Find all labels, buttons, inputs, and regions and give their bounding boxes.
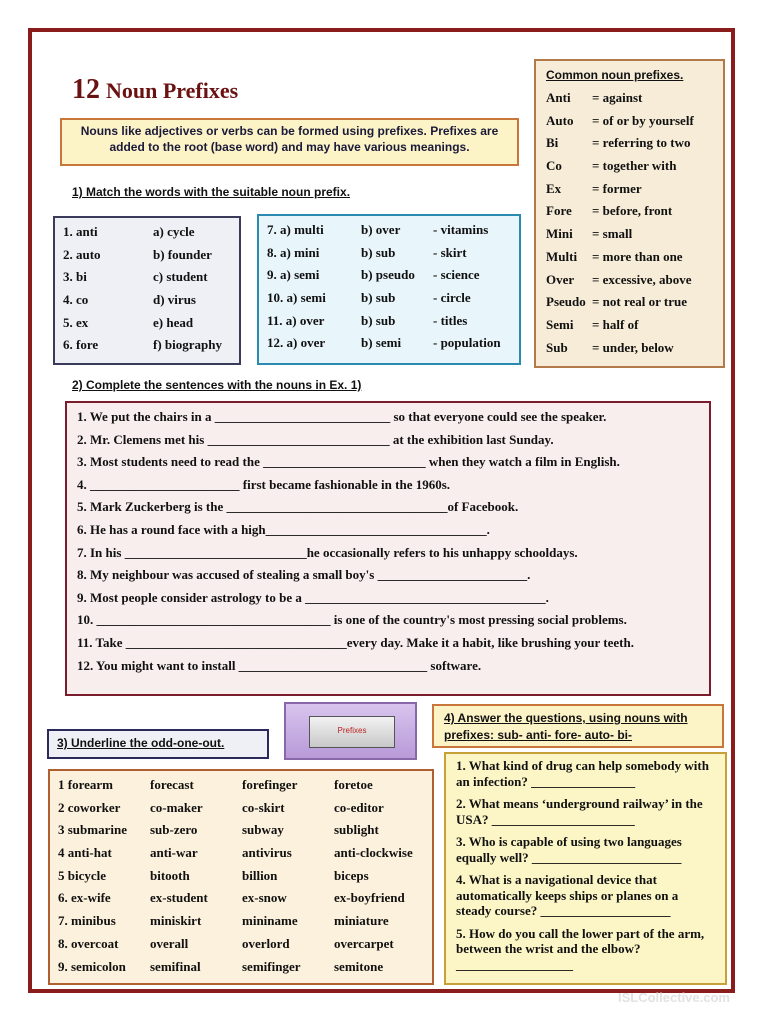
- question-item: 3. Who is capable of using two languages equally well? _______________________: [456, 834, 682, 865]
- odd-one-out-word: 8. overcoat: [58, 935, 119, 951]
- choice-b: b) sub: [361, 312, 396, 328]
- prefix-meaning: = referring to two: [592, 135, 691, 151]
- question-item: 5. How do you call the lower part of the arm, between the wrist and the elbow? __________________: [456, 925, 705, 972]
- prefix-meaning: = under, below: [592, 339, 674, 355]
- choice-b: b) semi: [361, 335, 402, 351]
- choice-root: - science: [433, 267, 480, 283]
- exercise1-left-box: [53, 216, 241, 365]
- choice-b: b) sub: [361, 244, 396, 260]
- odd-one-out-word: biceps: [334, 867, 369, 883]
- choice-b: b) sub: [361, 290, 396, 306]
- common-prefixes-box: [534, 59, 725, 368]
- sentence-item: 11. Take __________________________________every day. Make it a habit, like brushing your teeth.: [77, 634, 634, 650]
- match-option: a) cycle: [153, 224, 195, 239]
- choice-root: - population: [433, 335, 501, 351]
- odd-one-out-word: mininame: [242, 913, 298, 929]
- question-item: 4. What is a navigational device that automatically keeps ships or planes on a steady course? ____________________: [456, 872, 679, 918]
- choice-root: - skirt: [433, 244, 467, 260]
- choice-a: 12. a) over: [267, 335, 326, 351]
- page-title: [72, 74, 238, 106]
- prefix-meaning: = excessive, above: [592, 271, 692, 287]
- prefix-name: Bi: [546, 135, 559, 151]
- prefix-row: [546, 314, 713, 337]
- sentence-item: 12. You might want to install _____________________________ software.: [77, 657, 482, 673]
- choice-root: - titles: [433, 312, 468, 328]
- prefix-choice-row: [267, 264, 511, 287]
- odd-one-out-row: [58, 910, 424, 933]
- match-word: 3. bi: [63, 269, 87, 285]
- prefix-meaning: = together with: [592, 158, 677, 174]
- choice-a: 7. a) multi: [267, 222, 324, 237]
- match-row: [63, 289, 231, 312]
- prefix-row: [546, 178, 713, 201]
- prefix-meaning: = more than one: [592, 248, 683, 264]
- prefix-name: Mini: [546, 226, 573, 242]
- choice-b: b) over: [361, 222, 401, 237]
- prefix-name: Anti: [546, 90, 571, 105]
- exercise4-heading: 4) Answer the questions, using nouns with prefixes: sub- anti- fore- auto- bi-: [432, 704, 724, 748]
- odd-one-out-row: [58, 774, 424, 797]
- prefix-name: Ex: [546, 180, 562, 196]
- odd-one-out-word: co-editor: [334, 799, 384, 815]
- odd-one-out-word: 4 anti-hat: [58, 845, 112, 861]
- prefix-row: [546, 155, 713, 178]
- prefix-choice-row: [267, 242, 511, 265]
- prefixes-button-label: Prefixes: [309, 716, 395, 748]
- prefix-choice-row: [267, 219, 511, 242]
- match-word: 1. anti: [63, 224, 98, 239]
- prefix-name: Sub: [546, 339, 568, 355]
- odd-one-out-row: [58, 887, 424, 910]
- odd-one-out-word: miniature: [334, 913, 389, 929]
- odd-one-out-word: ex-student: [150, 890, 208, 906]
- odd-one-out-word: bitooth: [150, 867, 190, 883]
- match-row: [63, 312, 231, 335]
- sentence-item: 7. In his ____________________________he occasionally refers to his unhappy schooldays.: [77, 544, 578, 560]
- odd-one-out-row: [58, 865, 424, 888]
- sentence-item: 5. Mark Zuckerberg is the __________________________________of Facebook.: [77, 499, 519, 515]
- odd-one-out-row: [58, 797, 424, 820]
- odd-one-out-row: [58, 842, 424, 865]
- prefix-row: [546, 110, 713, 133]
- choice-a: 11. a) over: [267, 312, 325, 328]
- prefix-name: Auto: [546, 112, 574, 128]
- exercise2-sentences-box: [65, 401, 711, 696]
- odd-one-out-row: [58, 933, 424, 956]
- sentence-item: 4. _______________________ first became fashionable in the 1960s.: [77, 476, 451, 492]
- odd-one-out-word: semitone: [334, 958, 384, 974]
- prefix-meaning: = against: [592, 90, 643, 105]
- sentence-item: 3. Most students need to read the _________________________ when they watch a film in English.: [77, 454, 620, 470]
- choice-a: 8. a) mini: [267, 244, 320, 260]
- odd-one-out-row: [58, 819, 424, 842]
- title-text: Noun Prefixes: [106, 78, 239, 103]
- exercise4-questions-box: [444, 752, 727, 985]
- match-option: e) head: [153, 314, 194, 330]
- exercise3-odd-one-out-box: [48, 769, 434, 985]
- prefix-name: Multi: [546, 248, 578, 264]
- match-row: [63, 221, 231, 244]
- choice-a: 10. a) semi: [267, 290, 326, 306]
- odd-one-out-word: foretoe: [334, 777, 373, 792]
- prefix-row: [546, 87, 713, 110]
- odd-one-out-word: ex-snow: [242, 890, 287, 906]
- watermark: ISLCollective.com: [618, 990, 730, 1005]
- common-prefixes-heading: Common noun prefixes.: [546, 68, 684, 82]
- odd-one-out-word: overall: [150, 935, 189, 951]
- prefix-meaning: = half of: [592, 316, 639, 332]
- prefix-name: Pseudo: [546, 294, 586, 310]
- odd-one-out-word: subway: [242, 822, 284, 838]
- choice-root: - circle: [433, 290, 471, 306]
- sentence-item: 9. Most people consider astrology to be a _____________________________________.: [77, 589, 549, 605]
- odd-one-out-word: semifinger: [242, 958, 301, 974]
- question-item: 2. What means ‘underground railway’ in the USA? ______________________: [456, 796, 703, 827]
- odd-one-out-word: forefinger: [242, 777, 298, 792]
- odd-one-out-word: 6. ex-wife: [58, 890, 111, 906]
- sentence-item: 1. We put the chairs in a ___________________________ so that everyone could see the speaker.: [77, 409, 607, 424]
- odd-one-out-word: 7. minibus: [58, 913, 116, 929]
- sentence-item: 6. He has a round face with a high__________________________________.: [77, 521, 490, 537]
- prefix-name: Over: [546, 271, 575, 287]
- odd-one-out-word: co-maker: [150, 799, 203, 815]
- match-word: 6. fore: [63, 337, 99, 353]
- prefix-row: [546, 337, 713, 360]
- sentence-item: 2. Mr. Clemens met his ____________________________ at the exhibition last Sunday.: [77, 431, 554, 447]
- odd-one-out-word: billion: [242, 867, 278, 883]
- prefix-name: Semi: [546, 316, 574, 332]
- exercise3-heading: 3) Underline the odd-one-out.: [47, 729, 269, 759]
- prefix-row: [546, 223, 713, 246]
- odd-one-out-row: [58, 956, 424, 979]
- match-option: b) founder: [153, 246, 212, 262]
- odd-one-out-word: 5 bicycle: [58, 867, 107, 883]
- odd-one-out-word: sublight: [334, 822, 379, 838]
- exercise2-heading: 2) Complete the sentences with the nouns in Ex. 1): [72, 378, 362, 392]
- prefix-row: [546, 200, 713, 223]
- odd-one-out-word: overcarpet: [334, 935, 394, 951]
- choice-a: 9. a) semi: [267, 267, 320, 283]
- prefix-meaning: = not real or true: [592, 294, 688, 310]
- odd-one-out-word: sub-zero: [150, 822, 198, 838]
- odd-one-out-word: miniskirt: [150, 913, 202, 929]
- odd-one-out-word: 2 coworker: [58, 799, 121, 815]
- odd-one-out-word: ex-boyfriend: [334, 890, 405, 906]
- prefix-row: [546, 132, 713, 155]
- choice-b: b) pseudo: [361, 267, 415, 283]
- odd-one-out-word: 1 forearm: [58, 777, 113, 792]
- odd-one-out-word: anti-war: [150, 845, 198, 861]
- odd-one-out-word: forecast: [150, 777, 194, 792]
- match-row: [63, 266, 231, 289]
- exercise1-right-box: [257, 214, 521, 365]
- prefix-choice-row: [267, 332, 511, 355]
- match-option: d) virus: [153, 292, 196, 308]
- exercise1-heading: 1) Match the words with the suitable noun prefix.: [72, 185, 351, 199]
- odd-one-out-word: antivirus: [242, 845, 292, 861]
- match-word: 4. co: [63, 292, 89, 308]
- prefix-choice-row: [267, 287, 511, 310]
- question-item: 1. What kind of drug can help somebody with an infection? ________________: [456, 758, 709, 789]
- prefix-name: Fore: [546, 203, 572, 219]
- title-number: 12: [72, 74, 100, 105]
- sentence-item: 10. ____________________________________ is one of the country's most pressing social problems.: [77, 612, 627, 628]
- odd-one-out-word: co-skirt: [242, 799, 285, 815]
- match-row: [63, 244, 231, 267]
- match-row: [63, 334, 231, 357]
- choice-root: - vitamins: [433, 222, 489, 237]
- prefix-meaning: = before, front: [592, 203, 673, 219]
- sentence-item: 8. My neighbour was accused of stealing a small boy's _______________________.: [77, 567, 531, 583]
- odd-one-out-word: anti-clockwise: [334, 845, 413, 861]
- prefix-row: [546, 291, 713, 314]
- prefix-row: [546, 269, 713, 292]
- prefixes-button[interactable]: [284, 702, 417, 760]
- match-word: 5. ex: [63, 314, 89, 330]
- prefix-meaning: = small: [592, 226, 633, 242]
- prefix-name: Co: [546, 158, 562, 174]
- match-option: c) student: [153, 269, 208, 285]
- odd-one-out-word: overlord: [242, 935, 290, 951]
- prefix-choice-row: [267, 310, 511, 333]
- prefix-row: [546, 246, 713, 269]
- common-prefixes-list: [546, 87, 713, 359]
- prefix-meaning: = of or by yourself: [592, 112, 694, 128]
- prefix-meaning: = former: [592, 180, 642, 196]
- odd-one-out-word: semifinal: [150, 958, 201, 974]
- match-option: f) biography: [153, 337, 222, 353]
- odd-one-out-word: 9. semicolon: [58, 958, 126, 974]
- odd-one-out-word: 3 submarine: [58, 822, 127, 838]
- match-word: 2. auto: [63, 246, 101, 262]
- intro-box: Nouns like adjectives or verbs can be formed using prefixes. Prefixes are added to the root (base word) and may have various meanings.: [60, 118, 519, 166]
